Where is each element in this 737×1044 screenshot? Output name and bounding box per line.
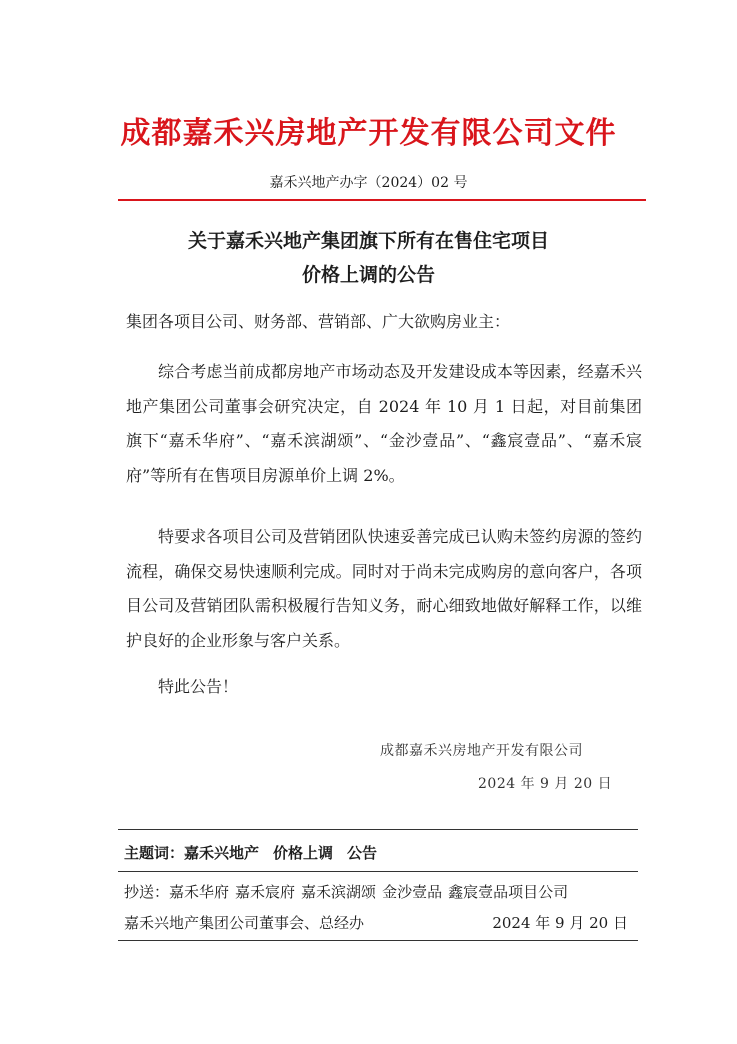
subject-line-1: 关于嘉禾兴地产集团旗下所有在售住宅项目 (187, 230, 549, 252)
keyword: 嘉禾兴地产 (184, 844, 260, 862)
body-paragraph-1: 综合考虑当前成都房地产市场动态及开发建设成本等因素，经嘉禾兴地产集团公司董事会研究决定，自 2024 年 10 月 1 日起，对目前集团旗下“嘉禾华府”、“嘉禾滨湖颂”、“金沙壹品”、“鑫宸壹品”、“嘉禾宸府”等所有在售项目房源单价上调 2%。 (126, 362, 642, 485)
footer-divider-bottom (118, 940, 638, 941)
keywords-label: 主题词： (124, 844, 185, 862)
cc-recipient: 金沙壹品 (382, 883, 443, 901)
signature-date: 2024 年 9 月 20 日 (478, 776, 613, 792)
cc-row (124, 881, 574, 902)
footer-divider-middle (118, 871, 638, 872)
body-paragraph-2: 特要求各项目公司及营销团队快速妥善完成已认购未签约房源的签约流程，确保交易快速顺利完成。同时对于尚未完成购房的意向客户，各项目公司及营销团队需积极履行告知义务，耐心细致地做好解释工作，以维护良好的企业形象与客户关系。 (126, 527, 642, 650)
issue-date: 2024 年 9 月 20 日 (492, 914, 628, 932)
cc-recipient: 嘉禾宸府 (235, 883, 296, 901)
cc-recipient: 嘉禾华府 (169, 883, 230, 901)
keywords-row (124, 842, 391, 863)
document-header-title: 成都嘉禾兴房地产开发有限公司文件 (120, 116, 617, 151)
keyword: 价格上调 (273, 844, 334, 862)
cc-recipient: 鑫宸壹品项目公司 (448, 883, 569, 901)
subject-line-2: 价格上调的公告 (301, 264, 435, 286)
salutation: 集团各项目公司、财务部、营销部、广大欲购房业主： (126, 312, 511, 331)
keyword: 公告 (347, 844, 378, 862)
document-number: 嘉禾兴地产办字（2024）02 号 (269, 175, 468, 191)
signature-company: 成都嘉禾兴房地产开发有限公司 (380, 743, 583, 759)
announcement-subject (0, 224, 737, 292)
issuing-department: 嘉禾兴地产集团公司董事会、总经办 (124, 914, 365, 932)
cc-recipient: 嘉禾滨湖颂 (301, 883, 377, 901)
closing-remark: 特此公告！ (158, 677, 239, 696)
footer-divider-top (118, 829, 638, 830)
cc-label: 抄送： (124, 883, 170, 901)
header-red-divider (118, 199, 646, 201)
